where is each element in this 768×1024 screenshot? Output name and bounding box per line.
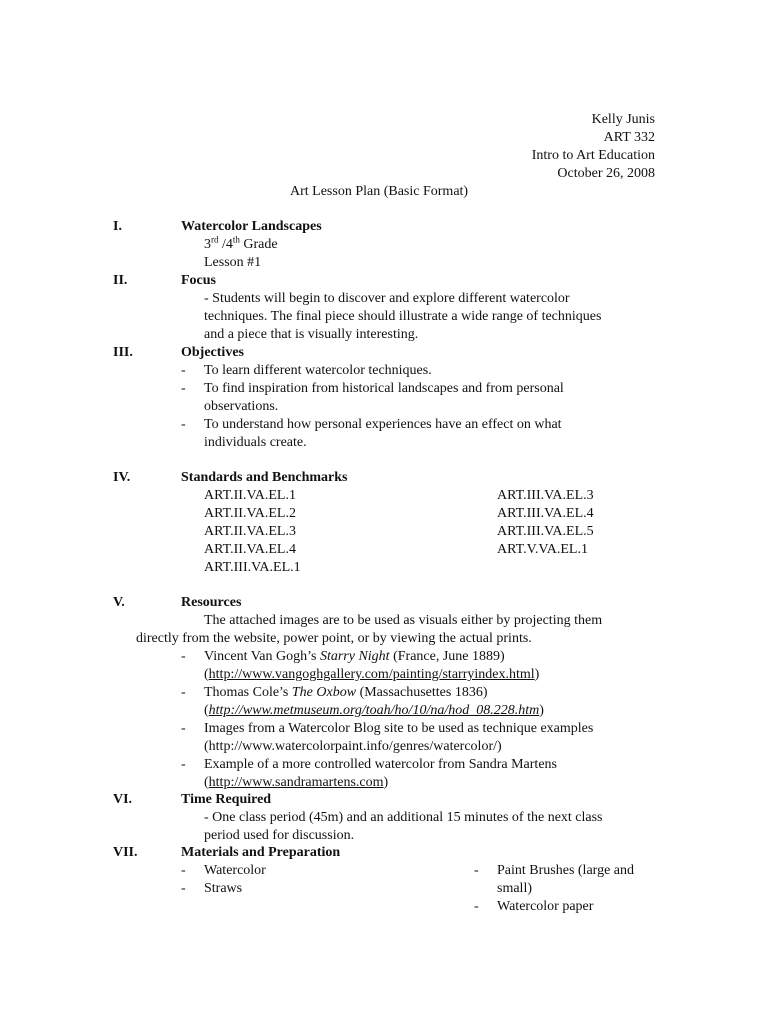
bullet-dash: - — [181, 417, 186, 432]
material-item: Paint Brushes (large and — [497, 863, 634, 878]
section-numeral-1: I. — [113, 219, 122, 234]
resource-url-line: (http://www.vangoghgallery.com/painting/starryindex.html) — [204, 667, 540, 682]
section-title-6: Time Required — [181, 792, 272, 807]
resources-intro: The attached images are to be used as visuals either by projecting them — [204, 613, 603, 628]
resource-url-line: (http://www.sandramartens.com) — [204, 775, 389, 790]
bullet-dash: - — [181, 881, 186, 896]
document-date: October 26, 2008 — [557, 166, 655, 181]
section-numeral-2: II. — [113, 273, 128, 288]
bullet-dash: - — [474, 899, 479, 914]
bullet-dash: - — [181, 863, 186, 878]
bullet-dash: - — [474, 863, 479, 878]
section-numeral-7: VII. — [113, 845, 138, 860]
standard-code: ART.V.VA.EL.1 — [497, 542, 588, 557]
standard-code: ART.II.VA.EL.2 — [204, 506, 296, 521]
bullet-dash: - — [181, 685, 186, 700]
objective-item: To understand how personal experiences have an effect on what — [204, 417, 562, 432]
resource-item: Images from a Watercolor Blog site to be used as technique examples — [204, 721, 594, 736]
objective-item: To learn different watercolor techniques. — [204, 363, 432, 378]
standard-code: ART.II.VA.EL.3 — [204, 524, 296, 539]
section-title-4: Standards and Benchmarks — [181, 470, 348, 485]
section-title-3: Objectives — [181, 345, 244, 360]
vangogh-link[interactable]: http://www.vangoghgallery.com/painting/starryindex.html — [208, 667, 535, 682]
document-title: Art Lesson Plan (Basic Format) — [290, 184, 469, 199]
section-title-2: Focus — [181, 273, 216, 288]
resource-item: Thomas Cole’s The Oxbow (Massachusettes 1836) — [204, 685, 488, 700]
lesson-number: Lesson #1 — [204, 255, 262, 270]
section-title-7: Materials and Preparation — [181, 845, 341, 860]
resource-item: Example of a more controlled watercolor from Sandra Martens — [204, 757, 557, 772]
grade-level: 3rd /4th Grade — [204, 234, 278, 252]
course-code: ART 332 — [603, 130, 655, 145]
resource-url-line: (http://www.watercolorpaint.info/genres/watercolor/) — [204, 739, 502, 754]
course-title: Intro to Art Education — [531, 148, 655, 163]
objective-item-cont: individuals create. — [204, 435, 307, 450]
standard-code: ART.III.VA.EL.1 — [204, 560, 301, 575]
material-item-cont: small) — [497, 881, 532, 896]
objective-item: To find inspiration from historical landscapes and from personal — [204, 381, 564, 396]
focus-line: techniques. The final piece should illustrate a wide range of techniques — [204, 309, 602, 324]
resource-url-line: (http://www.metmuseum.org/toah/ho/10/na/hod_08.228.htm) — [204, 703, 544, 718]
resources-intro: directly from the website, power point, or by viewing the actual prints. — [136, 631, 532, 646]
author-name: Kelly Junis — [591, 112, 655, 127]
standard-code: ART.III.VA.EL.5 — [497, 524, 594, 539]
section-numeral-4: IV. — [113, 470, 131, 485]
bullet-dash: - — [181, 721, 186, 736]
material-item: Watercolor paper — [497, 899, 594, 914]
bullet-dash: - — [181, 363, 186, 378]
bullet-dash: - — [181, 757, 186, 772]
material-item: Straws — [204, 881, 243, 896]
time-line: - One class period (45m) and an additional 15 minutes of the next class — [204, 810, 603, 825]
standard-code: ART.III.VA.EL.4 — [497, 506, 594, 521]
standard-code: ART.II.VA.EL.1 — [204, 488, 296, 503]
objective-item-cont: observations. — [204, 399, 279, 414]
sandramartens-link[interactable]: http://www.sandramartens.com — [208, 775, 384, 790]
bullet-dash: - — [181, 649, 186, 664]
standard-code: ART.III.VA.EL.3 — [497, 488, 594, 503]
section-numeral-3: III. — [113, 345, 133, 360]
section-numeral-6: VI. — [113, 792, 133, 807]
section-title-1: Watercolor Landscapes — [181, 219, 322, 234]
focus-line: and a piece that is visually interesting. — [204, 327, 419, 342]
section-numeral-5: V. — [113, 595, 125, 610]
resource-item: Vincent Van Gogh’s Starry Night (France, June 1889) — [204, 649, 505, 664]
section-title-5: Resources — [181, 595, 242, 610]
standard-code: ART.II.VA.EL.4 — [204, 542, 296, 557]
metmuseum-link[interactable]: http://www.metmuseum.org/toah/ho/10/na/hod_08.228.htm — [208, 703, 540, 718]
time-line: period used for discussion. — [204, 828, 355, 843]
focus-line: - Students will begin to discover and explore different watercolor — [204, 291, 570, 306]
bullet-dash: - — [181, 381, 186, 396]
material-item: Watercolor — [204, 863, 266, 878]
